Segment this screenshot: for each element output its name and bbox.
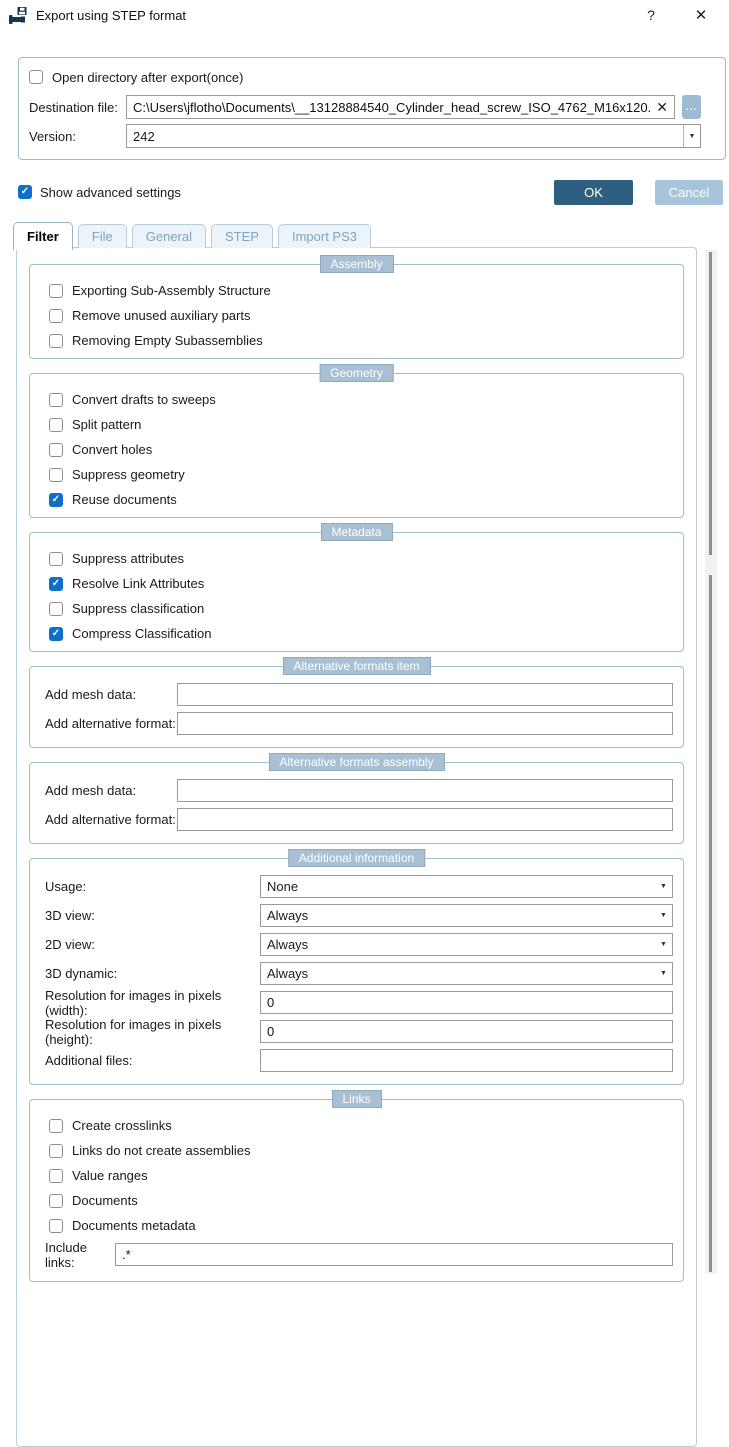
view-3d-label: 3D view:	[45, 908, 95, 923]
value-ranges-checkbox[interactable]	[49, 1169, 63, 1183]
usage-select[interactable]	[260, 875, 673, 898]
add-alternative-format-assembly-row	[37, 805, 673, 834]
checkbox-row-suppress-classification[interactable]	[37, 596, 673, 621]
add-mesh-data-item-input[interactable]	[177, 683, 673, 706]
dynamic-3d-label: 3D dynamic:	[45, 966, 118, 981]
alternative-formats-assembly-group-title: Alternative formats assembly	[268, 753, 444, 771]
chevron-down-icon[interactable]: ▼	[660, 883, 667, 890]
tab-import-ps3[interactable]: Import PS3	[278, 224, 371, 248]
checkbox-label: Links do not create assemblies	[72, 1143, 251, 1158]
reuse-documents-checkbox[interactable]	[49, 493, 63, 507]
resolution-height-label: Resolution for images in pixels (height):	[45, 1016, 222, 1047]
alternative-formats-item-group	[29, 659, 684, 748]
usage-row	[37, 872, 673, 901]
filter-tab-panel	[16, 247, 697, 1447]
additional-files-label: Additional files:	[45, 1053, 133, 1068]
include-links-label: Include links:	[45, 1239, 87, 1270]
checkbox-row-remove-unused-auxiliary-parts[interactable]	[37, 303, 673, 328]
checkbox-label: Value ranges	[72, 1168, 148, 1183]
add-mesh-data-assembly-row	[37, 776, 673, 805]
checkbox-label: Compress Classification	[72, 626, 212, 641]
show-advanced-label: Show advanced settings	[40, 184, 181, 200]
view-3d-value: Always	[267, 908, 309, 923]
add-alternative-format-assembly-input[interactable]	[177, 808, 673, 831]
additional-files-row	[37, 1046, 673, 1075]
checkbox-label: Suppress classification	[72, 601, 205, 616]
view-2d-label: 2D view:	[45, 937, 95, 952]
resolution-width-label: Resolution for images in pixels (width):	[45, 987, 222, 1018]
checkbox-row-exporting-sub-assembly-structure[interactable]	[37, 278, 673, 303]
destination-input[interactable]	[133, 96, 650, 118]
checkbox-label: Documents	[72, 1193, 138, 1208]
clear-icon[interactable]: ✕	[656, 98, 668, 115]
alternative-formats-item-group-title: Alternative formats item	[282, 657, 430, 675]
split-pattern-checkbox[interactable]	[49, 418, 63, 432]
links-group	[29, 1092, 684, 1282]
tab-step[interactable]: STEP	[211, 224, 273, 248]
dynamic-3d-value: Always	[267, 966, 309, 981]
title-bar	[0, 0, 729, 30]
add-alternative-format-item-input[interactable]	[177, 712, 673, 735]
vertical-scrollbar[interactable]	[705, 250, 717, 1274]
checkbox-label: Convert holes	[72, 442, 153, 457]
checkbox-label: Exporting Sub-Assembly Structure	[72, 283, 271, 298]
additional-files-input[interactable]	[260, 1049, 673, 1072]
tab-file[interactable]: File	[78, 224, 127, 248]
open-directory-label: Open directory after export(once)	[52, 69, 244, 85]
checkbox-label: Reuse documents	[72, 492, 177, 507]
resolve-link-attributes-checkbox[interactable]	[49, 577, 63, 591]
dynamic-3d-select[interactable]	[260, 962, 673, 985]
open-directory-checkbox[interactable]	[29, 70, 43, 84]
convert-drafts-to-sweeps-checkbox[interactable]	[49, 393, 63, 407]
suppress-attributes-checkbox[interactable]	[49, 552, 63, 566]
compress-classification-checkbox[interactable]	[49, 627, 63, 641]
checkbox-label: Split pattern	[72, 417, 142, 432]
dialog-title: Export using STEP format	[36, 7, 187, 23]
add-mesh-data-label: Add mesh data:	[45, 687, 137, 702]
view-2d-value: Always	[267, 937, 309, 952]
checkbox-row-documents[interactable]	[37, 1188, 673, 1213]
assembly-group-title: Assembly	[319, 255, 393, 273]
checkbox-row-suppress-attributes[interactable]	[37, 546, 673, 571]
documents-metadata-checkbox[interactable]	[49, 1219, 63, 1233]
export-settings-group	[18, 57, 726, 160]
export-step-icon	[8, 6, 28, 25]
checkbox-row-create-crosslinks[interactable]	[37, 1113, 673, 1138]
add-mesh-data-label: Add mesh data:	[45, 783, 137, 798]
chevron-down-icon[interactable]: ▼	[660, 970, 667, 977]
additional-information-group-title: Additional information	[288, 849, 425, 867]
scrollbar-thumb[interactable]	[709, 252, 712, 555]
checkbox-label: Documents metadata	[72, 1218, 196, 1233]
ok-button[interactable]: OK	[554, 180, 633, 205]
checkbox-label: Remove unused auxiliary parts	[72, 308, 251, 323]
create-crosslinks-checkbox[interactable]	[49, 1119, 63, 1133]
usage-label: Usage:	[45, 879, 87, 894]
resolution-width-row	[37, 988, 673, 1017]
add-alternative-format-label: Add alternative format:	[45, 716, 176, 731]
assembly-group	[29, 257, 684, 359]
show-advanced-checkbox[interactable]	[18, 185, 32, 199]
checkbox-row-documents-metadata[interactable]	[37, 1213, 673, 1238]
chevron-down-icon[interactable]: ▼	[683, 125, 700, 147]
help-icon[interactable]: ?	[647, 7, 655, 23]
suppress-geometry-checkbox[interactable]	[49, 468, 63, 482]
advanced-settings-row	[18, 179, 723, 205]
checkbox-row-reuse-documents[interactable]	[37, 487, 673, 512]
alternative-formats-assembly-group	[29, 755, 684, 844]
close-icon[interactable]: ✕	[694, 7, 708, 24]
checkbox-row-links-do-not-create-assemblies[interactable]	[37, 1138, 673, 1163]
checkbox-row-value-ranges[interactable]	[37, 1163, 673, 1188]
checkbox-row-compress-classification[interactable]	[37, 621, 673, 646]
removing-empty-subassemblies-checkbox[interactable]	[49, 334, 63, 348]
checkbox-row-convert-holes[interactable]	[37, 437, 673, 462]
add-alternative-format-label: Add alternative format:	[45, 812, 176, 827]
include-links-row	[37, 1240, 673, 1269]
checkbox-label: Suppress geometry	[72, 467, 185, 482]
convert-holes-checkbox[interactable]	[49, 443, 63, 457]
browse-button[interactable]: ...	[682, 95, 701, 119]
destination-label: Destination file:	[29, 99, 118, 115]
cancel-button[interactable]: Cancel	[655, 180, 723, 205]
usage-value: None	[267, 879, 299, 894]
view-3d-row	[37, 901, 673, 930]
documents-checkbox[interactable]	[49, 1194, 63, 1208]
version-select[interactable]	[126, 124, 701, 148]
checkbox-label: Convert drafts to sweeps	[72, 392, 216, 407]
open-directory-row[interactable]	[29, 66, 701, 88]
add-alternative-format-item-row	[37, 709, 673, 738]
suppress-classification-checkbox[interactable]	[49, 602, 63, 616]
additional-information-group	[29, 851, 684, 1085]
links-do-not-create-assemblies-checkbox[interactable]	[49, 1144, 63, 1158]
checkbox-label: Removing Empty Subassemblies	[72, 333, 263, 348]
version-value: 242	[133, 128, 155, 144]
view-2d-select[interactable]	[260, 933, 673, 956]
include-links-input[interactable]	[115, 1243, 673, 1266]
add-mesh-data-assembly-input[interactable]	[177, 779, 673, 802]
exporting-sub-assembly-structure-checkbox[interactable]	[49, 284, 63, 298]
destination-input-wrap	[126, 95, 675, 119]
links-group-title: Links	[331, 1090, 381, 1108]
tab-general[interactable]: General	[132, 224, 206, 248]
metadata-group	[29, 525, 684, 652]
version-row	[29, 124, 701, 148]
checkbox-label: Resolve Link Attributes	[72, 576, 205, 591]
destination-row	[29, 95, 701, 119]
remove-unused-auxiliary-parts-checkbox[interactable]	[49, 309, 63, 323]
checkbox-row-removing-empty-subassemblies[interactable]	[37, 328, 673, 353]
checkbox-row-suppress-geometry[interactable]	[37, 462, 673, 487]
view-2d-row	[37, 930, 673, 959]
geometry-group	[29, 366, 684, 518]
checkbox-row-resolve-link-attributes[interactable]	[37, 571, 673, 596]
resolution-height-input[interactable]	[260, 1020, 673, 1043]
resolution-height-row	[37, 1017, 673, 1046]
add-mesh-data-item-row	[37, 680, 673, 709]
checkbox-row-convert-drafts-to-sweeps[interactable]	[37, 387, 673, 412]
version-label: Version:	[29, 128, 76, 144]
chevron-down-icon[interactable]: ▼	[660, 912, 667, 919]
checkbox-row-split-pattern[interactable]	[37, 412, 673, 437]
checkbox-label: Create crosslinks	[72, 1118, 172, 1133]
geometry-group-title: Geometry	[319, 364, 394, 382]
checkbox-label: Suppress attributes	[72, 551, 185, 566]
resolution-width-input[interactable]	[260, 991, 673, 1014]
metadata-group-title: Metadata	[320, 523, 392, 541]
tab-bar	[13, 221, 376, 248]
chevron-down-icon[interactable]: ▼	[660, 941, 667, 948]
tab-filter[interactable]: Filter	[13, 222, 73, 250]
scrollbar-thumb[interactable]	[709, 575, 712, 1272]
dynamic-3d-row	[37, 959, 673, 988]
view-3d-select[interactable]	[260, 904, 673, 927]
